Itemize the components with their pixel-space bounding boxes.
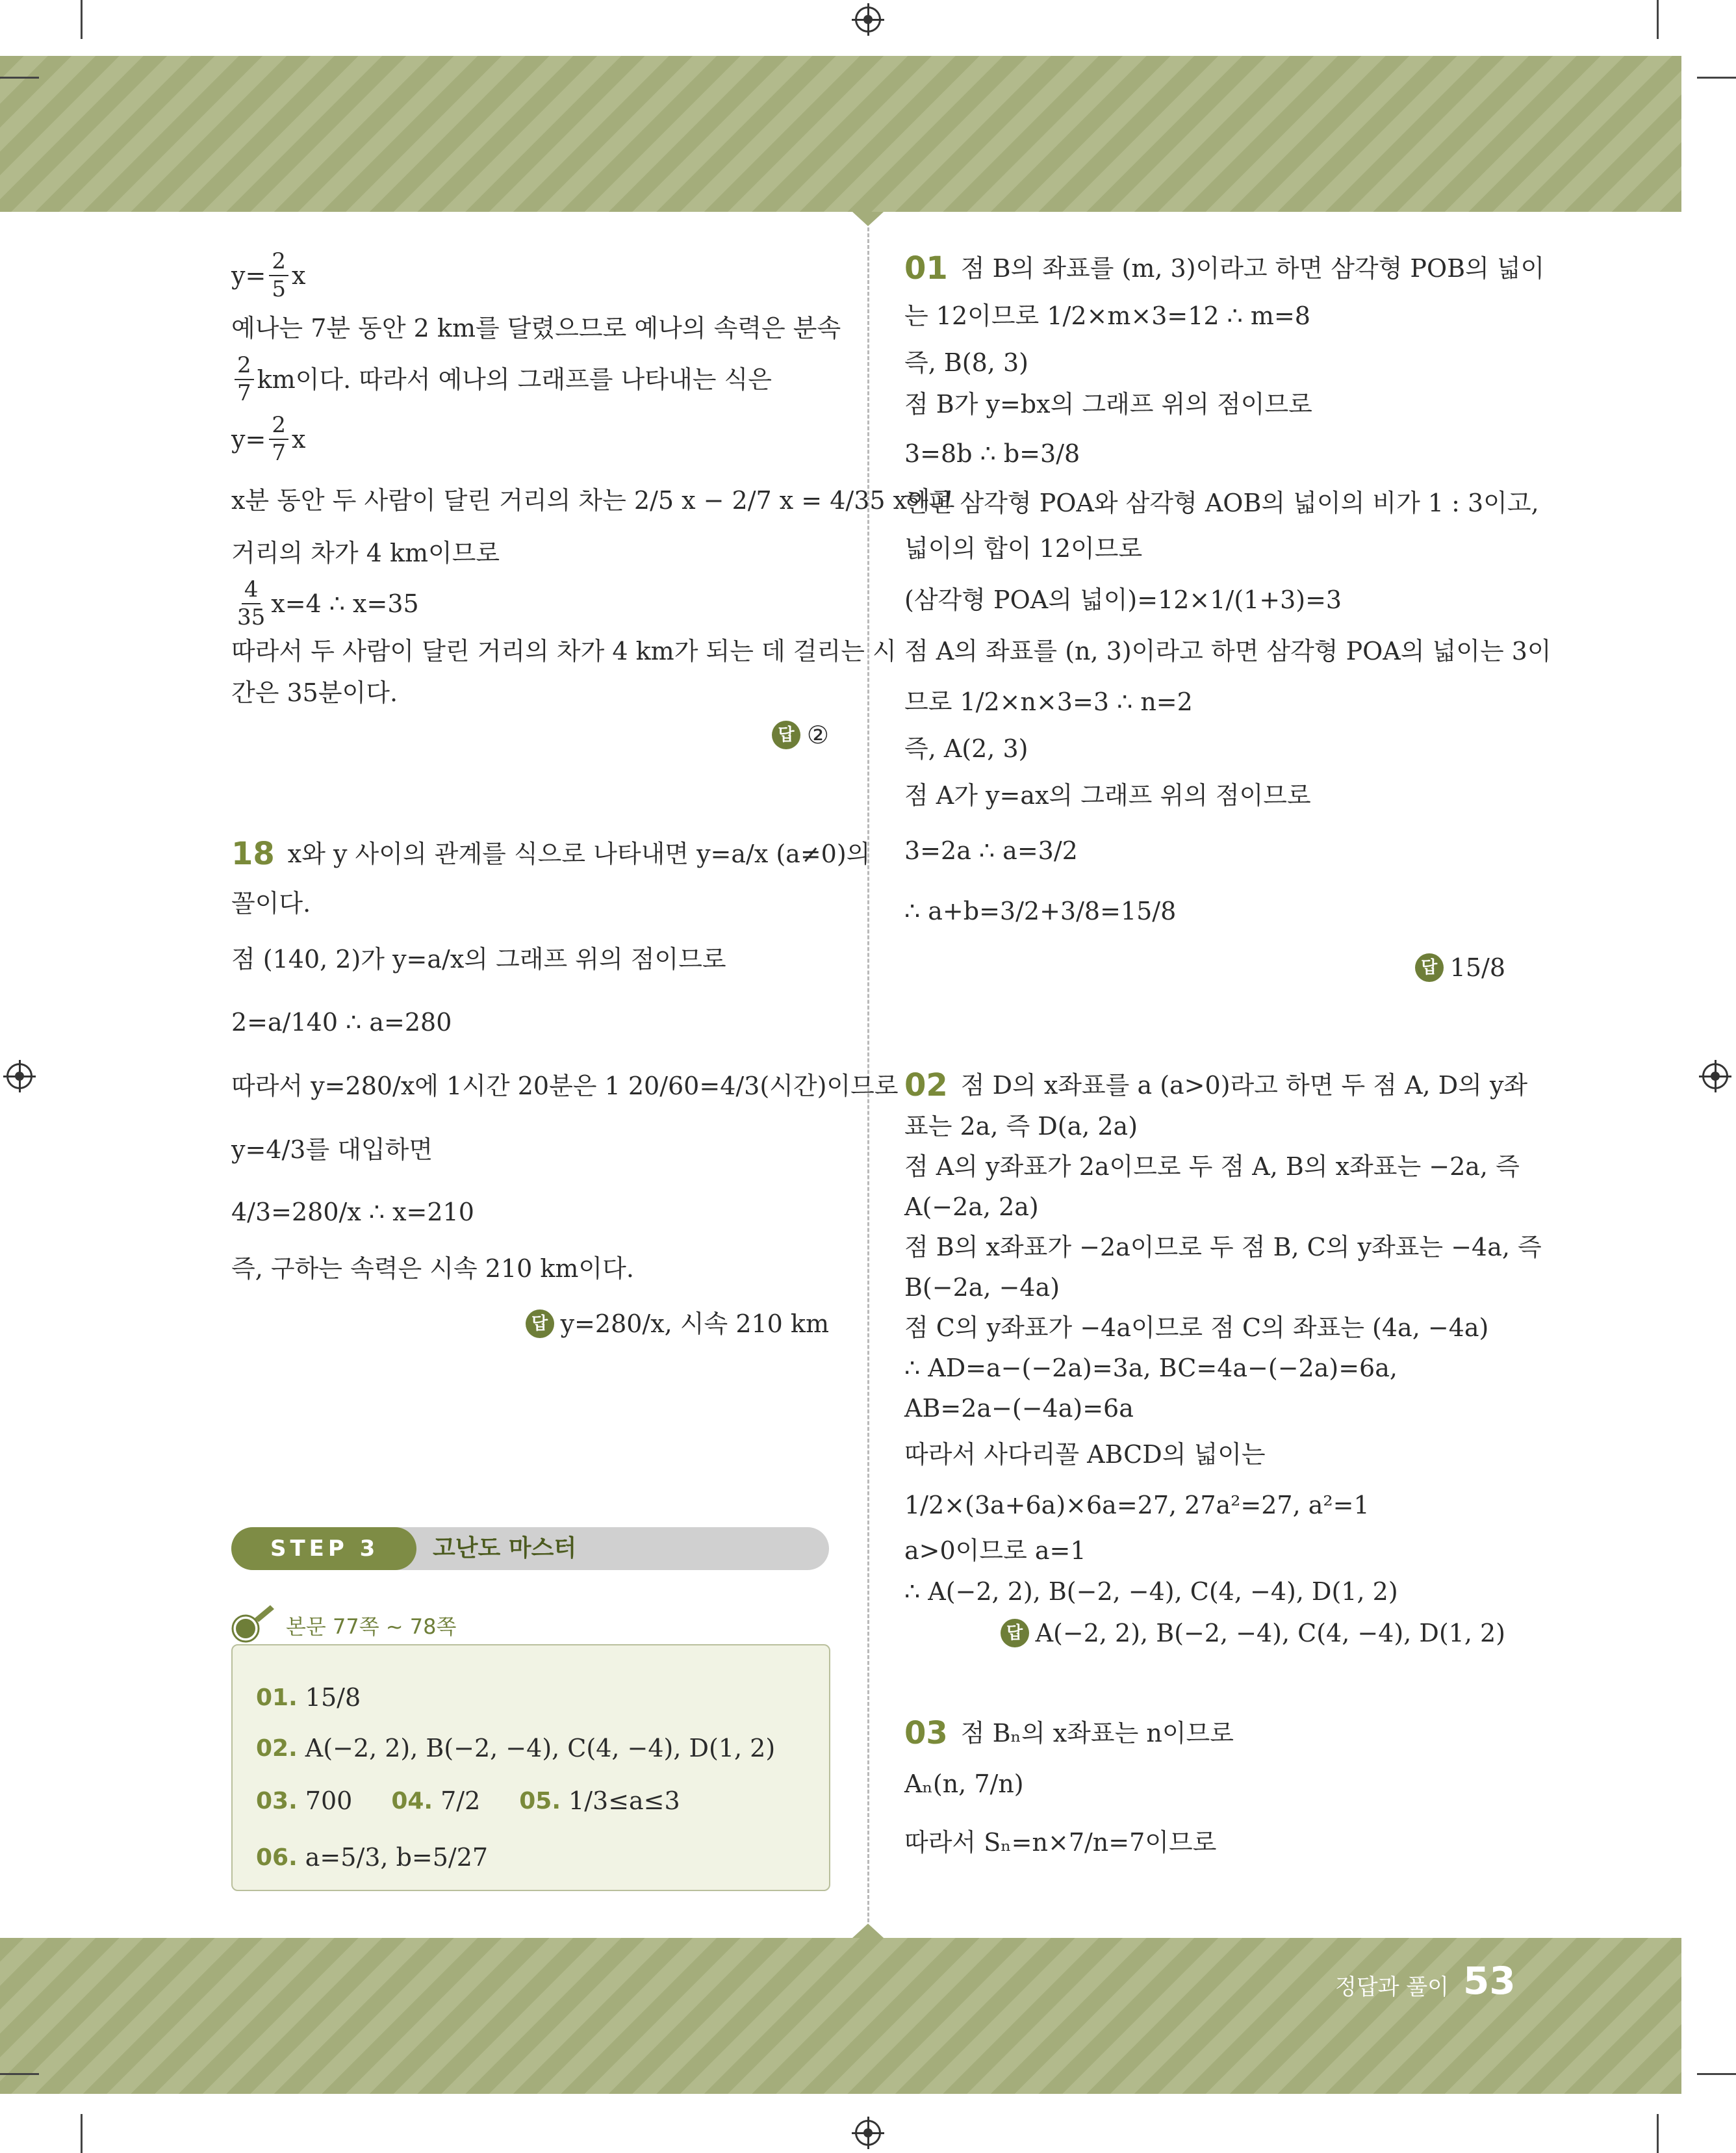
crop-mark xyxy=(81,2114,83,2153)
step-title: 고난도 마스터 xyxy=(433,1535,577,1562)
problem-01-header xyxy=(904,247,1545,290)
problem-number: 18 xyxy=(231,836,275,872)
right-column xyxy=(904,247,1551,1872)
answer-value: 15/8 xyxy=(1449,953,1505,982)
pencil-icon xyxy=(231,1603,277,1647)
text-line: 한편 삼각형 POA와 삼각형 AOB의 넓이의 비가 1 : 3이고, xyxy=(904,489,1539,517)
answer-line xyxy=(231,714,829,756)
problem-02-header xyxy=(904,1064,1528,1106)
answer-item xyxy=(256,1829,829,1886)
registration-mark-icon xyxy=(6,1063,32,1089)
answer-number: 06. xyxy=(256,1844,298,1871)
page-number: 53 xyxy=(1463,1959,1516,2003)
text-line: 예나는 7분 동안 2 km를 달렸으므로 예나의 속력은 분속 xyxy=(231,314,841,342)
crop-mark xyxy=(0,2073,39,2075)
text-line: 거리의 차가 4 km이므로 xyxy=(231,539,500,567)
answer-badge-icon: 답 xyxy=(526,1309,554,1338)
text-line: 넓이의 합이 12이므로 xyxy=(904,534,1143,563)
formula-suffix: x=4 ∴ x=35 xyxy=(271,589,419,618)
answer-value: a=5/3, b=5/27 xyxy=(305,1843,489,1872)
registration-mark-icon xyxy=(1702,1063,1728,1089)
text-line: 점 C의 y좌표가 −4a이므로 점 C의 좌표는 (4a, −4a) xyxy=(904,1313,1489,1342)
crop-mark xyxy=(1657,2114,1659,2153)
answer-item xyxy=(256,1773,829,1829)
answer-value: A(−2, 2), B(−2, −4), C(4, −4), D(1, 2) xyxy=(305,1734,776,1762)
answer-line xyxy=(904,942,1505,993)
fraction: $\frac{2}{5}$ xyxy=(269,250,288,302)
answer-badge-icon: 답 xyxy=(1415,953,1444,982)
answer-value: A(−2, 2), B(−2, −4), C(4, −4), D(1, 2) xyxy=(1035,1619,1505,1647)
header-band xyxy=(0,56,1681,212)
problem-number: 03 xyxy=(904,1715,948,1751)
text-line: 점 A의 좌표를 (n, 3)이라고 하면 삼각형 POA의 넓이는 3이 xyxy=(904,637,1551,665)
text-line: y=4/3를 대입하면 xyxy=(231,1135,433,1164)
answer-value: 700 xyxy=(305,1786,353,1815)
text-line: 므로 1/2×n×3=3 ∴ n=2 xyxy=(904,688,1193,716)
text-line: AB=2a−(−4a)=6a xyxy=(904,1394,1134,1423)
formula-suffix: x xyxy=(291,425,306,454)
text-line: 꼴이다. xyxy=(231,889,311,918)
text-line: 즉, 구하는 속력은 시속 210 km이다. xyxy=(231,1254,634,1283)
registration-mark-icon xyxy=(855,2120,881,2146)
text-line: 4/3=280/x ∴ x=210 xyxy=(231,1198,474,1226)
answer-number: 01. xyxy=(256,1684,298,1711)
answer-line xyxy=(231,1295,829,1353)
answer-badge-icon: 답 xyxy=(772,721,800,749)
answer-badge-icon: 답 xyxy=(1001,1619,1029,1647)
answer-number: 04. xyxy=(391,1787,433,1814)
formula-suffix: km이다. 따라서 예나의 그래프를 나타내는 식은 xyxy=(257,365,772,394)
crop-mark xyxy=(81,0,83,39)
text-line: B(−2a, −4a) xyxy=(904,1273,1060,1302)
text-line: 즉, B(8, 3) xyxy=(904,348,1028,377)
text-line: 점 A의 y좌표가 2a이므로 두 점 A, B의 x좌표는 −2a, 즉 xyxy=(904,1152,1520,1181)
formula-line xyxy=(231,247,829,304)
answer-line xyxy=(904,1612,1505,1655)
text-line: 점 B의 x좌표가 −2a이므로 두 점 B, C의 y좌표는 −4a, 즉 xyxy=(904,1233,1542,1261)
footer-notch xyxy=(852,1924,884,1938)
text-line: 2=a/140 ∴ a=280 xyxy=(231,1008,452,1037)
header-notch xyxy=(852,212,884,226)
problem-18-header xyxy=(231,829,871,879)
crop-mark xyxy=(0,77,39,79)
answer-number: 05. xyxy=(519,1787,561,1814)
text-line: 3=8b ∴ b=3/8 xyxy=(904,439,1080,468)
text-line: A(−2a, 2a) xyxy=(904,1193,1039,1221)
footer-label: 정답과 풀이 xyxy=(1335,1974,1449,2000)
text-line: 3=2a ∴ a=3/2 xyxy=(904,836,1078,865)
text-line: 따라서 사다리꼴 ABCD의 넓이는 xyxy=(904,1440,1266,1469)
step-banner xyxy=(231,1527,829,1570)
footer-band xyxy=(0,1938,1681,2094)
answer-value: y=280/x, 시속 210 km xyxy=(560,1309,829,1338)
text-line: 간은 35분이다. xyxy=(231,678,398,707)
text-line: 점 B의 좌표를 (m, 3)이라고 하면 삼각형 POB의 넓이 xyxy=(960,254,1545,283)
text-line: 점 (140, 2)가 y=a/x의 그래프 위의 점이므로 xyxy=(231,945,726,973)
text-line: 점 Bₙ의 x좌표는 n이므로 xyxy=(960,1719,1234,1747)
text-line: ∴ AD=a−(−2a)=3a, BC=4a−(−2a)=6a, xyxy=(904,1354,1398,1382)
text-line: Aₙ(n, 7/n) xyxy=(904,1770,1024,1798)
text-line: 점 D의 x좌표를 a (a>0)라고 하면 두 점 A, D의 y좌 xyxy=(960,1071,1528,1100)
problem-03-header xyxy=(904,1712,1505,1755)
text-line: (삼각형 POA의 넓이)=12×1/(1+3)=3 xyxy=(904,586,1342,614)
formula-prefix: y= xyxy=(231,261,266,290)
text-line: 점 A가 y=ax의 그래프 위의 점이므로 xyxy=(904,781,1311,810)
text-line: a>0이므로 a=1 xyxy=(904,1536,1086,1565)
crop-mark xyxy=(1697,2073,1736,2075)
answer-value: 7/2 xyxy=(440,1786,481,1815)
answer-item xyxy=(256,1723,829,1773)
answer-value: 1/3≤a≤3 xyxy=(568,1786,680,1815)
text-line: 따라서 Sₙ=n×7/n=7이므로 xyxy=(904,1828,1217,1857)
text-line: ∴ A(−2, 2), B(−2, −4), C(4, −4), D(1, 2) xyxy=(904,1577,1398,1606)
text-line: 점 B가 y=bx의 그래프 위의 점이므로 xyxy=(904,390,1312,419)
formula-line xyxy=(231,407,829,472)
formula-suffix: x xyxy=(291,261,306,290)
answer-value: ② xyxy=(806,721,829,749)
text-line: 즉, A(2, 3) xyxy=(904,734,1028,763)
text-line: 따라서 두 사람이 달린 거리의 차가 4 km가 되는 데 걸리는 시 xyxy=(231,637,897,665)
crop-mark xyxy=(1697,77,1736,79)
text-line: 1/2×(3a+6a)×6a=27, 27a²=27, a²=1 xyxy=(904,1491,1370,1519)
fraction: $\frac{2}{7}$ xyxy=(235,354,254,406)
answer-value: 15/8 xyxy=(305,1683,361,1712)
step-label: STEP 3 xyxy=(231,1527,416,1570)
answers-box xyxy=(231,1644,830,1891)
answer-item xyxy=(256,1671,829,1723)
problem-number: 02 xyxy=(904,1067,948,1103)
text-line: x와 y 사이의 관계를 식으로 나타내면 y=a/x (a≠0)의 xyxy=(287,840,871,868)
registration-mark-icon xyxy=(855,6,881,32)
fraction: $\frac{2}{7}$ xyxy=(269,413,288,466)
text-line: 따라서 y=280/x에 1시간 20분은 1 20/60=4/3(시간)이므로 xyxy=(231,1072,899,1100)
formula-line xyxy=(231,352,829,407)
fraction: $\frac{4}{35}$ xyxy=(237,576,266,630)
problem-number: 01 xyxy=(904,250,948,287)
text-line: 는 12이므로 1/2×m×3=12 ∴ m=8 xyxy=(904,302,1310,330)
text-line: 표는 2a, 즉 D(a, 2a) xyxy=(904,1112,1138,1141)
text-line: ∴ a+b=3/2+3/8=15/8 xyxy=(904,897,1177,925)
formula-prefix: y= xyxy=(231,425,266,454)
formula-line xyxy=(231,577,829,630)
answer-number: 03. xyxy=(256,1787,298,1814)
answer-number: 02. xyxy=(256,1734,298,1762)
text-line: x분 동안 두 사람이 달린 거리의 차는 2/5 x − 2/7 x = 4/35 x이고 xyxy=(231,486,955,515)
crop-mark xyxy=(1657,0,1659,39)
page-reference: 본문 77쪽 ~ 78쪽 xyxy=(286,1614,457,1639)
